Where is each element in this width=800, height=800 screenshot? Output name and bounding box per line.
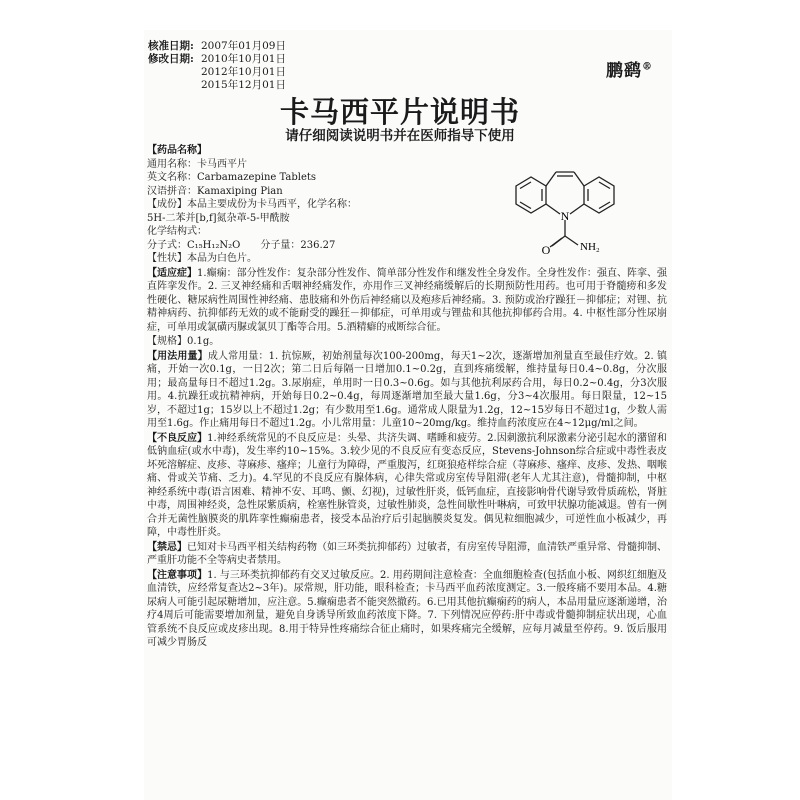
generic-name: 通用名称：卡马西平片 <box>147 158 247 170</box>
leaflet-body <box>147 144 667 650</box>
oxygen-label: O <box>541 243 551 257</box>
specification: 【规格】0.1g。 <box>147 336 220 347</box>
revision-date: 2010年10月01日 <box>201 53 286 65</box>
indications-section <box>147 267 667 335</box>
contraindications-text: 已知对卡马西平相关结构药物（如三环类抗抑郁药）过敏者，有房室传导阻滞，血清铁严重异常、骨髓抑制、严重肝功能不全等病史者禁用。 <box>147 541 667 566</box>
brand-name: 鹏鹞 <box>606 61 642 81</box>
properties: 【性状】本品为白色片。 <box>147 253 257 264</box>
adverse-heading: 【不良反应】 <box>147 432 208 444</box>
revision-date-label: 修改日期: <box>148 53 194 65</box>
composition: 【成份】本品主要成份为卡马西平，化学名称： <box>147 199 357 210</box>
document-title: 卡马西平片说明书 <box>279 95 520 129</box>
document-subtitle: 请仔细阅读说明书并在医师指导下使用 <box>285 128 515 144</box>
amine-label: NH₂ <box>580 241 600 253</box>
dosage-heading: 【用法用量】 <box>147 350 208 362</box>
structure-label: 化学结构式： <box>147 226 207 237</box>
date-header <box>148 40 286 92</box>
contraindications-section <box>147 541 667 568</box>
revision-date: 2015年12月01日 <box>201 79 286 91</box>
registered-mark: ® <box>642 61 653 73</box>
approval-date-label: 核准日期: <box>148 40 194 52</box>
precautions-section <box>147 569 667 650</box>
precautions-heading: 【注意事项】 <box>147 569 208 581</box>
dosage-text: 成人常用量：1. 抗惊厥，初始剂量每次100-200mg，每天1~2次，逐渐增加剂量直至最佳疗效。2. 镇痛，开始一次0.1g，一日2次；第二日后每隔一日增加0.1~0.2g，直到疼痛缓解，维持量每日0.4~0.8g，分次服用；最高量每日不超过1.2g。3.尿崩症，单用时一日0.3~0.6g。如与其他抗利尿药合用，每日0.2~0.4g，分3次服用。4.抗躁狂或抗精神病，开始每日0.2~0.4g，每周逐渐增加至最大量1.6g，分3~4次服用。每日限量，12~15岁，不超过1g；15岁以上不超过1.2g；有少数用至1.6g。通常成人限量为1.2g，12~15岁每日不超过1g，少数人需用至1.6g。作止痛用每日不超过1.2g。小儿常用量：儿童10~20mg/kg。维持血药浓度应在4~12μg/ml之间。 <box>147 350 668 429</box>
revision-date: 2012年10月01日 <box>201 66 286 78</box>
formula-weight: 分子式：C₁₅H₁₂N₂O 分子量：236.27 <box>147 239 336 251</box>
adverse-reactions-section <box>147 432 667 540</box>
precautions-text: 1. 与三环类抗抑郁药有交叉过敏反应。2. 用药期间注意检查：全血细胞检查(包括血小板、网织红细胞及血清铁，应经常复查达2~3年)。尿常规，肝功能，眼科检查；卡马西平血药浓度测定。3.一般疼痛不要用本品。4.糖尿病人可能引起尿糖增加，应注意。5.癫痫患者不能突然撤药。6.已用其他抗癫痫药的病人，本品用量应逐渐递增，治疗4周后可能需要增加剂量，避免自身诱导所致血药浓度下降。7. 下列情况应停药:肝中毒或骨髓抑制症状出现，心血管系统不良反应或皮疹出现。8.用于特异性疼痛综合征止痛时，如果疼痛完全缓解，应每月减量至停药。9. 饭后服用可减少胃肠反 <box>147 569 667 648</box>
indications-text: 1.癫痫：部分性发作：复杂部分性发作、简单部分性发作和继发性全身发作。全身性发作：强直、阵挛、强直阵挛发作。2. 三叉神经痛和舌咽神经痛发作，亦用作三叉神经痛缓解后的长期预防性用药。也可用于脊髓痨和多发性硬化、糖尿病性周围性神经痛、患肢痛和外伤后神经痛以及疱疹后神经痛。3. 预防或治疗躁狂－抑郁症；对锂、抗精神病药、抗抑郁药无效的或不能耐受的躁狂－抑郁症，可单用或与锂盐和其他抗抑郁药合用。4. 中枢性部分性尿崩症，可单用或氯磺丙脲或氯贝丁酯等合用。5.酒精癖的戒断综合征。 <box>147 267 667 333</box>
dosage-section <box>147 350 667 431</box>
indications-heading: 【适应症】 <box>147 267 198 279</box>
brand-logo <box>606 56 653 81</box>
contraindications-heading: 【禁忌】 <box>147 541 187 553</box>
drug-name-heading: 【药品名称】 <box>147 145 207 156</box>
nitrogen-label: N <box>560 209 570 223</box>
chemical-name: 5H-二苯并[b,f]氮杂䓬-5-甲酰胺 <box>147 212 290 224</box>
pinyin-name: 汉语拼音：Kamaxiping Pian <box>147 185 283 197</box>
english-name: 英文名称：Carbamazepine Tablets <box>147 172 317 183</box>
approval-date: 2007年01月09日 <box>201 40 286 52</box>
adverse-text: 1.神经系统常见的不良反应是：头晕、共济失调、嗜睡和疲劳。2.因刺激抗利尿激素分泌引起水的潴留和低钠血症(或水中毒)，发生率约10~15%。3.较少见的不良反应有变态反应，Stevens-Johnson综合症或中毒性表皮坏死溶解症、皮疹、荨麻疹、瘙痒；儿童行为障碍，严重腹泻，红斑狼疮样综合症（荨麻疹、瘙痒、皮疹、发热、咽喉痛、骨或关节痛、乏力)。4.罕见的不良反应有腺体病，心律失常或房室传导阻滞(老年人尤其注意)，骨髓抑制，中枢神经系统中毒(语言困难、精神不安、耳鸣、颤、幻视)，过敏性肝炎，低钙血症，直接影响骨代谢导致骨质疏松，肾脏中毒，周围神经炎，急性尿紫质病，栓塞性脉管炎，过敏性肺炎，急性间歇性叶啉病，可致甲状腺功能减退。曾有一例合并无菌性脑膜炎的肌阵挛性癫痫患者，接受本品治疗后引起脑膜炎复发。偶见粒细胞减少，可逆性血小板减少，再障，中毒性肝炎。 <box>147 432 667 538</box>
